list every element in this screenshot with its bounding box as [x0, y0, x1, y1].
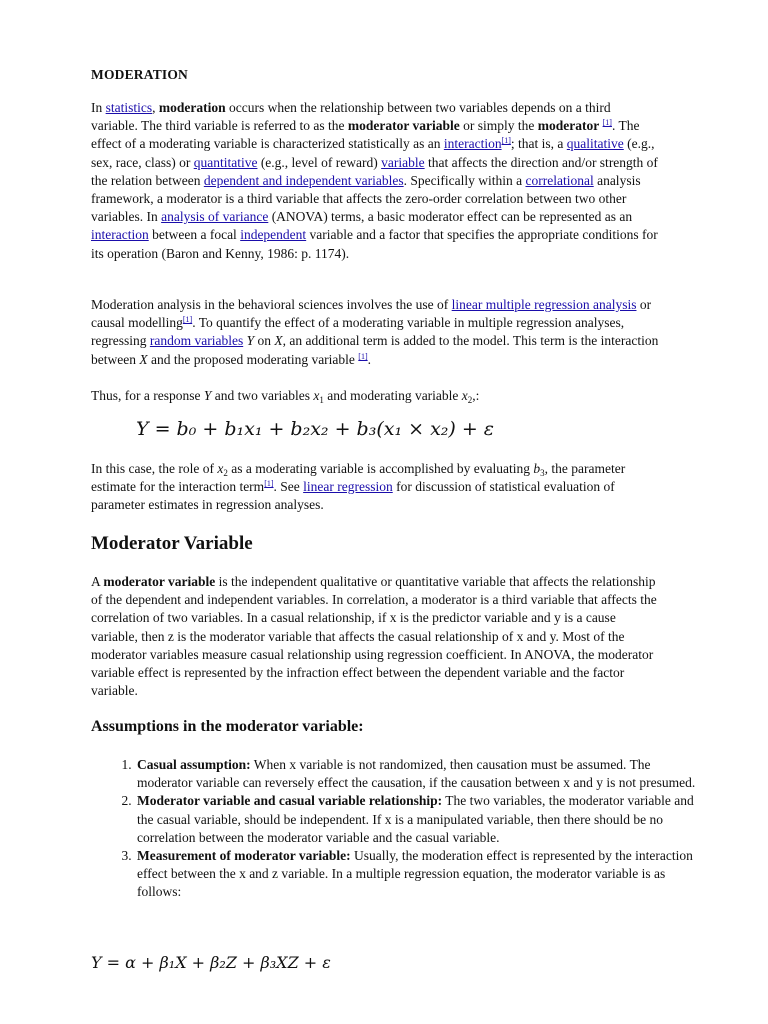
- citation-link[interactable]: [1]: [602, 118, 612, 128]
- subsection-heading: Assumptions in the moderator variable:: [91, 718, 364, 735]
- text: Thus, for a response: [91, 388, 204, 403]
- paragraph-interaction-term: [91, 460, 659, 515]
- text: as a moderating variable is accomplished by evaluating: [227, 461, 534, 476]
- text: . The effect of a moderating variable is characterized statistically as an: [91, 118, 640, 152]
- text: variable and a factor that specifies the appropriate conditions for its operation (Baron and Kenny, 1986: p. 1174).: [91, 227, 658, 261]
- text: analysis framework, a moderator is a third variable that affects the zero-order correlation between two other variables. In: [91, 172, 641, 225]
- citation-link[interactable]: [1]: [358, 351, 368, 361]
- link-interaction[interactable]: interaction: [91, 227, 149, 243]
- list-item: [135, 847, 703, 902]
- text: (ANOVA) terms, a basic moderator effect can be represented as an: [268, 209, 633, 225]
- link-qualitative[interactable]: qualitative: [566, 136, 624, 152]
- paragraph-moderation-analysis: [91, 296, 659, 369]
- text: and the proposed moderating variable: [147, 351, 359, 367]
- text: (e.g., sex, race, class) or: [91, 136, 655, 170]
- citation-link[interactable]: [1]: [501, 136, 511, 146]
- bold-term: moderator: [537, 118, 600, 134]
- text: occurs when the relationship between two variables depends on a third variable. The third variable is referred to as the: [91, 100, 611, 134]
- bold-term: moderator variable: [347, 118, 460, 134]
- document-title: MODERATION: [91, 67, 189, 82]
- subscript: 1: [319, 395, 324, 405]
- text: In: [91, 100, 106, 115]
- math-variable: x: [313, 388, 320, 403]
- link-independent[interactable]: independent: [240, 227, 307, 243]
- text: , an additional term is added to the model. This term is the interaction between: [91, 333, 659, 367]
- link-dependent-independent[interactable]: dependent and independent variables: [203, 172, 404, 188]
- bold-term: moderator variable: [103, 574, 216, 589]
- text: A: [91, 574, 104, 589]
- text: or causal modelling: [91, 297, 652, 331]
- link-variable[interactable]: variable: [381, 154, 425, 170]
- math-variable: x: [217, 461, 224, 476]
- link-random-variables[interactable]: random variables: [149, 333, 244, 349]
- text: for discussion of statistical evaluation of parameter estimates in regression analyses.: [91, 479, 615, 513]
- math-variable: Y: [246, 333, 255, 349]
- math-variable: x: [461, 388, 468, 403]
- paragraph-definition: [91, 99, 659, 263]
- paragraph-moderator-variable: [91, 573, 659, 700]
- list-item-text: When x variable is not randomized, then causation must be assumed. The moderator variable can reversely effect the causation, if the causation between x and y is not presumed.: [137, 757, 696, 791]
- subscript: 3: [540, 468, 545, 478]
- text: . Specifically within a: [403, 172, 526, 188]
- list-item-text: Usually, the moderation effect is represented by the interaction effect between the x and z variable. In a multiple regression equation, the moderator variable is as follows:: [137, 848, 693, 900]
- text: that affects the direction and/or strength of the relation between: [91, 154, 658, 188]
- text: on: [254, 333, 275, 349]
- list-item: [135, 792, 703, 847]
- link-interaction[interactable]: interaction: [443, 136, 502, 152]
- text: ,: [152, 100, 159, 115]
- link-statistics[interactable]: statistics: [105, 100, 153, 115]
- text: .: [367, 351, 371, 367]
- text: Moderation analysis in the behavioral sciences involves the use of: [91, 297, 452, 312]
- text: or simply the: [459, 118, 538, 134]
- citation-link[interactable]: [1]: [264, 479, 274, 489]
- list-item-title: Casual assumption:: [137, 757, 251, 772]
- link-linear-regression[interactable]: linear regression: [303, 479, 393, 495]
- math-variable: X: [139, 351, 148, 367]
- text: and two variables: [211, 388, 314, 403]
- text: ; that is, a: [510, 136, 567, 152]
- text: . See: [273, 479, 304, 495]
- list-item-title: Measurement of moderator variable:: [137, 848, 351, 864]
- subscript: 2: [223, 468, 228, 478]
- link-correlational[interactable]: correlational: [525, 172, 594, 188]
- assumptions-list: [91, 756, 703, 902]
- link-linear-multiple-regression[interactable]: linear multiple regression analysis: [451, 297, 637, 312]
- list-item-title: Moderator variable and casual variable relationship:: [137, 793, 443, 809]
- text: ,:: [472, 388, 480, 403]
- list-item-text: The two variables, the moderator variable and the casual variable, should be independent. If x is a manipulated variable, then there should be no correlation between the moderator variable and the casual variable.: [137, 793, 694, 845]
- paragraph-response: [91, 387, 659, 405]
- section-heading: Moderator Variable: [91, 533, 253, 554]
- subscript: 2: [467, 395, 473, 405]
- text: (e.g., level of reward): [257, 154, 382, 170]
- bold-term: moderation: [158, 100, 226, 115]
- text: between a focal: [148, 227, 241, 243]
- text: , the parameter estimate for the interaction term: [91, 461, 626, 495]
- text: In this case, the role of: [91, 461, 218, 476]
- math-variable: Y: [203, 388, 212, 403]
- text: . To quantify the effect of a moderating variable in multiple regression analyses, regressing: [91, 315, 625, 349]
- math-variable: b: [533, 461, 541, 476]
- moderator-equation: Y = α + β₁X + β₂Z + β₃XZ + ε: [91, 953, 331, 972]
- math-variable: X: [274, 333, 283, 349]
- regression-equation: Y = b₀ + b₁x₁ + b₂x₂ + b₃(x₁ × x₂) + ε: [136, 418, 495, 440]
- list-item: [135, 756, 703, 792]
- link-quantitative[interactable]: quantitative: [193, 154, 258, 170]
- link-analysis-of-variance[interactable]: analysis of variance: [161, 209, 269, 225]
- text: and moderating variable: [323, 388, 462, 403]
- text: is the independent qualitative or quantitative variable that affects the relationship of the dependent and independent variables. In correlation, a moderator is a third variable that affects the correlation of two variables. In a casual relationship, if x is the predictor variable and y is a cause variable, then z is the moderator variable that affects the casual relationship of x and y. Most of the moderator variables measure casual relationship using regression coefficient. In ANOVA, the moderator variable effect is represented by the infraction effect between the dependent variable and the factor variable.: [91, 574, 657, 699]
- citation-link[interactable]: [1]: [182, 315, 193, 325]
